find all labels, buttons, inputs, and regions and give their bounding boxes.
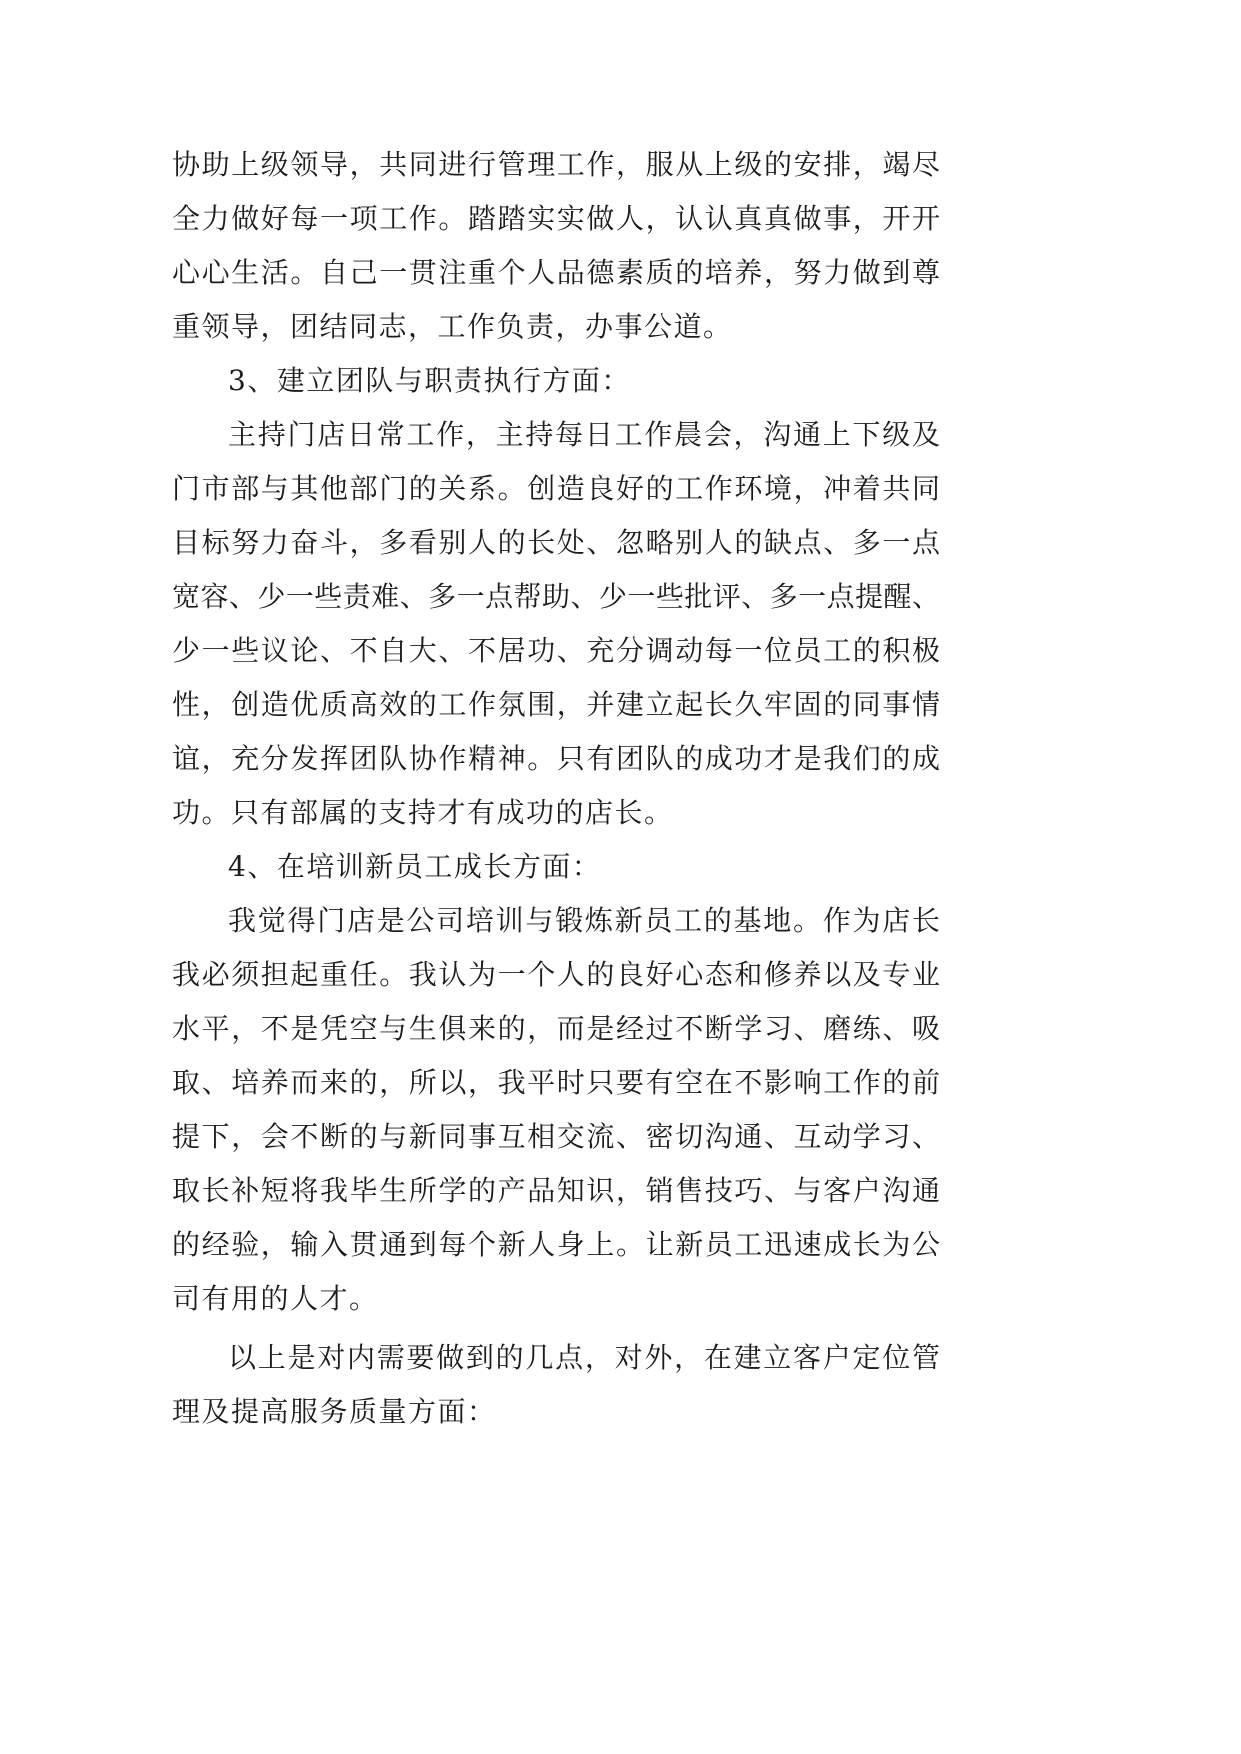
paragraph-line: 司有用的人才。 (172, 1282, 379, 1315)
section-heading (172, 354, 940, 408)
paragraph-line: 提下，会不断的与新同事互相交流、密切沟通、互动学习、 (172, 1120, 940, 1153)
paragraph-line: 主持门店日常工作，主持每日工作晨会，沟通上下级及 (228, 418, 940, 451)
paragraph-line: 目标努力奋斗，多看别人的长处、忽略别人的缺点、多一点 (172, 526, 940, 559)
section-heading-text: 3、建立团队与职责执行方面： (228, 364, 631, 397)
paragraph-line: 理及提高服务质量方面： (172, 1395, 497, 1428)
paragraph-line: 的经验，输入贯通到每个新人身上。让新员工迅速成长为公 (172, 1228, 940, 1261)
paragraph-line: 协助上级领导，共同进行管理工作，服从上级的安排，竭尽 (172, 148, 940, 181)
paragraph-line: 我觉得门店是公司培训与锻炼新员工的基地。作为店长 (228, 904, 940, 937)
paragraph-line: 谊，充分发挥团队协作精神。只有团队的成功才是我们的成 (172, 742, 940, 775)
paragraph (172, 1331, 940, 1439)
paragraph-line: 功。只有部属的支持才有成功的店长。 (172, 796, 674, 829)
paragraph-line: 心心生活。自己一贯注重个人品德素质的培养，努力做到尊 (172, 256, 940, 289)
paragraph-line: 性，创造优质高效的工作氛围，并建立起长久牢固的同事情 (172, 688, 940, 721)
paragraph-line: 少一些议论、不自大、不居功、充分调动每一位员工的积极 (172, 634, 940, 667)
paragraph-line: 以上是对内需要做到的几点，对外，在建立客户定位管 (228, 1341, 940, 1374)
section-heading (172, 840, 940, 894)
paragraph-line: 水平，不是凭空与生俱来的，而是经过不断学习、磨练、吸 (172, 1012, 940, 1045)
paragraph-line: 重领导，团结同志，工作负责，办事公道。 (172, 310, 733, 343)
paragraph-line: 宽容、少一些责难、多一点帮助、少一些批评、多一点提醒、 (172, 580, 940, 613)
paragraph-line: 取、培养而来的，所以，我平时只要有空在不影响工作的前 (172, 1066, 940, 1099)
document-body (172, 138, 940, 1439)
paragraph-continued (172, 138, 940, 354)
section-heading-text: 4、在培训新员工成长方面： (228, 850, 602, 883)
paragraph-line: 全力做好每一项工作。踏踏实实做人，认认真真做事，开开 (172, 202, 940, 235)
paragraph (172, 894, 940, 1326)
paragraph (172, 408, 940, 840)
paragraph-line: 取长补短将我毕生所学的产品知识，销售技巧、与客户沟通 (172, 1174, 940, 1207)
paragraph-line: 我必须担起重任。我认为一个人的良好心态和修养以及专业 (172, 958, 940, 991)
paragraph-line: 门市部与其他部门的关系。创造良好的工作环境，冲着共同 (172, 472, 940, 505)
